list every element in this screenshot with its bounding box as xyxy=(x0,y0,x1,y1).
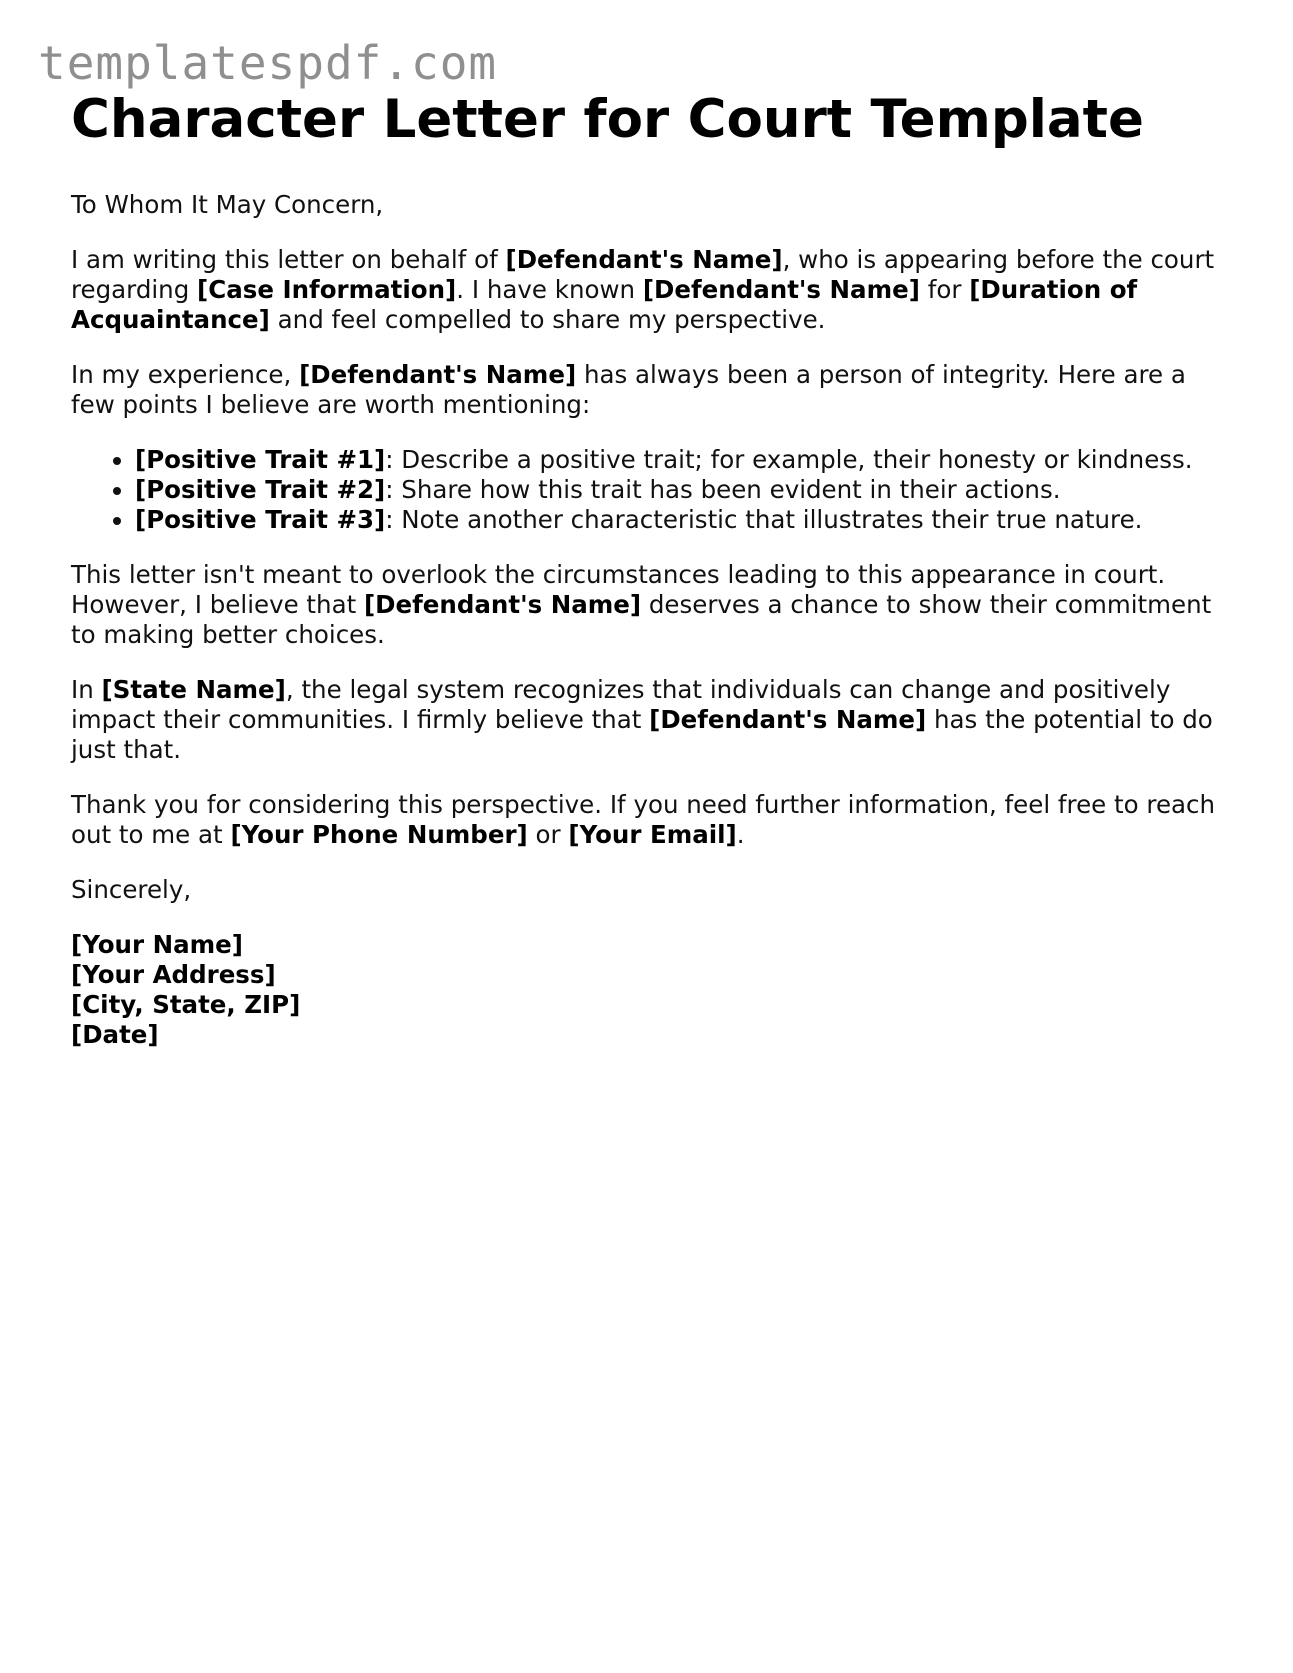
paragraph-experience xyxy=(71,360,1231,420)
placeholder-city-state-zip: [City, State, ZIP] xyxy=(71,990,301,1019)
placeholder-your-name: [Your Name] xyxy=(71,930,243,959)
placeholder-email: [Your Email] xyxy=(568,820,737,849)
placeholder-state-name: [State Name] xyxy=(101,675,286,704)
placeholder-trait: [Positive Trait #3] xyxy=(135,505,386,534)
letter-page xyxy=(71,88,1231,1050)
text: In my experience, xyxy=(71,360,300,389)
text: Thank you for considering this perspective. If you need further information, feel free to reach out to me at xyxy=(71,790,1216,849)
text: In xyxy=(71,675,102,704)
text: . I have known xyxy=(456,275,643,304)
placeholder-defendant-name: [Defendant's Name] xyxy=(299,360,577,389)
placeholder-your-address: [Your Address] xyxy=(71,960,276,989)
text: for xyxy=(919,275,970,304)
text: , who is appearing before the court regarding xyxy=(71,245,1215,304)
placeholder-case-information: [Case Information] xyxy=(197,275,457,304)
placeholder-trait: [Positive Trait #2] xyxy=(135,475,386,504)
trait-description: : Note another characteristic that illustrates their true nature. xyxy=(385,505,1143,534)
text: deserves a chance to show their commitment to making better choices. xyxy=(71,590,1212,649)
placeholder-duration: [Duration of Acquaintance] xyxy=(71,275,1138,334)
text: I am writing this letter on behalf of xyxy=(71,245,506,274)
watermark: templatespdf.com xyxy=(38,36,498,90)
paragraph-legal-system xyxy=(71,675,1231,765)
text: This letter isn't meant to overlook the circumstances leading to this appearance in court. However, I believe that xyxy=(71,560,1166,619)
placeholder-date: [Date] xyxy=(71,1020,159,1049)
signature-block xyxy=(71,930,1231,1050)
closing: Sincerely, xyxy=(71,875,192,904)
trait-description: : Share how this trait has been evident in their actions. xyxy=(385,475,1061,504)
text: has always been a person of integrity. Here are a few points I believe are worth mentioning: xyxy=(71,360,1186,419)
traits-list xyxy=(71,445,1231,535)
salutation: To Whom It May Concern, xyxy=(71,190,384,219)
placeholder-trait: [Positive Trait #1] xyxy=(135,445,386,474)
list-item xyxy=(135,505,1231,535)
placeholder-defendant-name: [Defendant's Name] xyxy=(642,275,920,304)
text: has the potential to do just that. xyxy=(71,705,1213,764)
paragraph-thanks xyxy=(71,790,1231,850)
paragraph-intro xyxy=(71,245,1231,335)
placeholder-defendant-name: [Defendant's Name] xyxy=(505,245,783,274)
paragraph-circumstances xyxy=(71,560,1231,650)
text: or xyxy=(527,820,569,849)
page-title: Character Letter for Court Template xyxy=(71,89,1144,150)
placeholder-defendant-name: [Defendant's Name] xyxy=(363,590,642,619)
placeholder-phone: [Your Phone Number] xyxy=(230,820,528,849)
text: , the legal system recognizes that individuals can change and positively impact their communities. I firmly believe that xyxy=(71,675,1171,734)
list-item xyxy=(135,445,1231,475)
trait-description: : Describe a positive trait; for example, their honesty or kindness. xyxy=(385,445,1193,474)
placeholder-defendant-name: [Defendant's Name] xyxy=(649,705,927,734)
text: . xyxy=(736,820,745,849)
list-item xyxy=(135,475,1231,505)
text: and feel compelled to share my perspective. xyxy=(269,305,826,334)
